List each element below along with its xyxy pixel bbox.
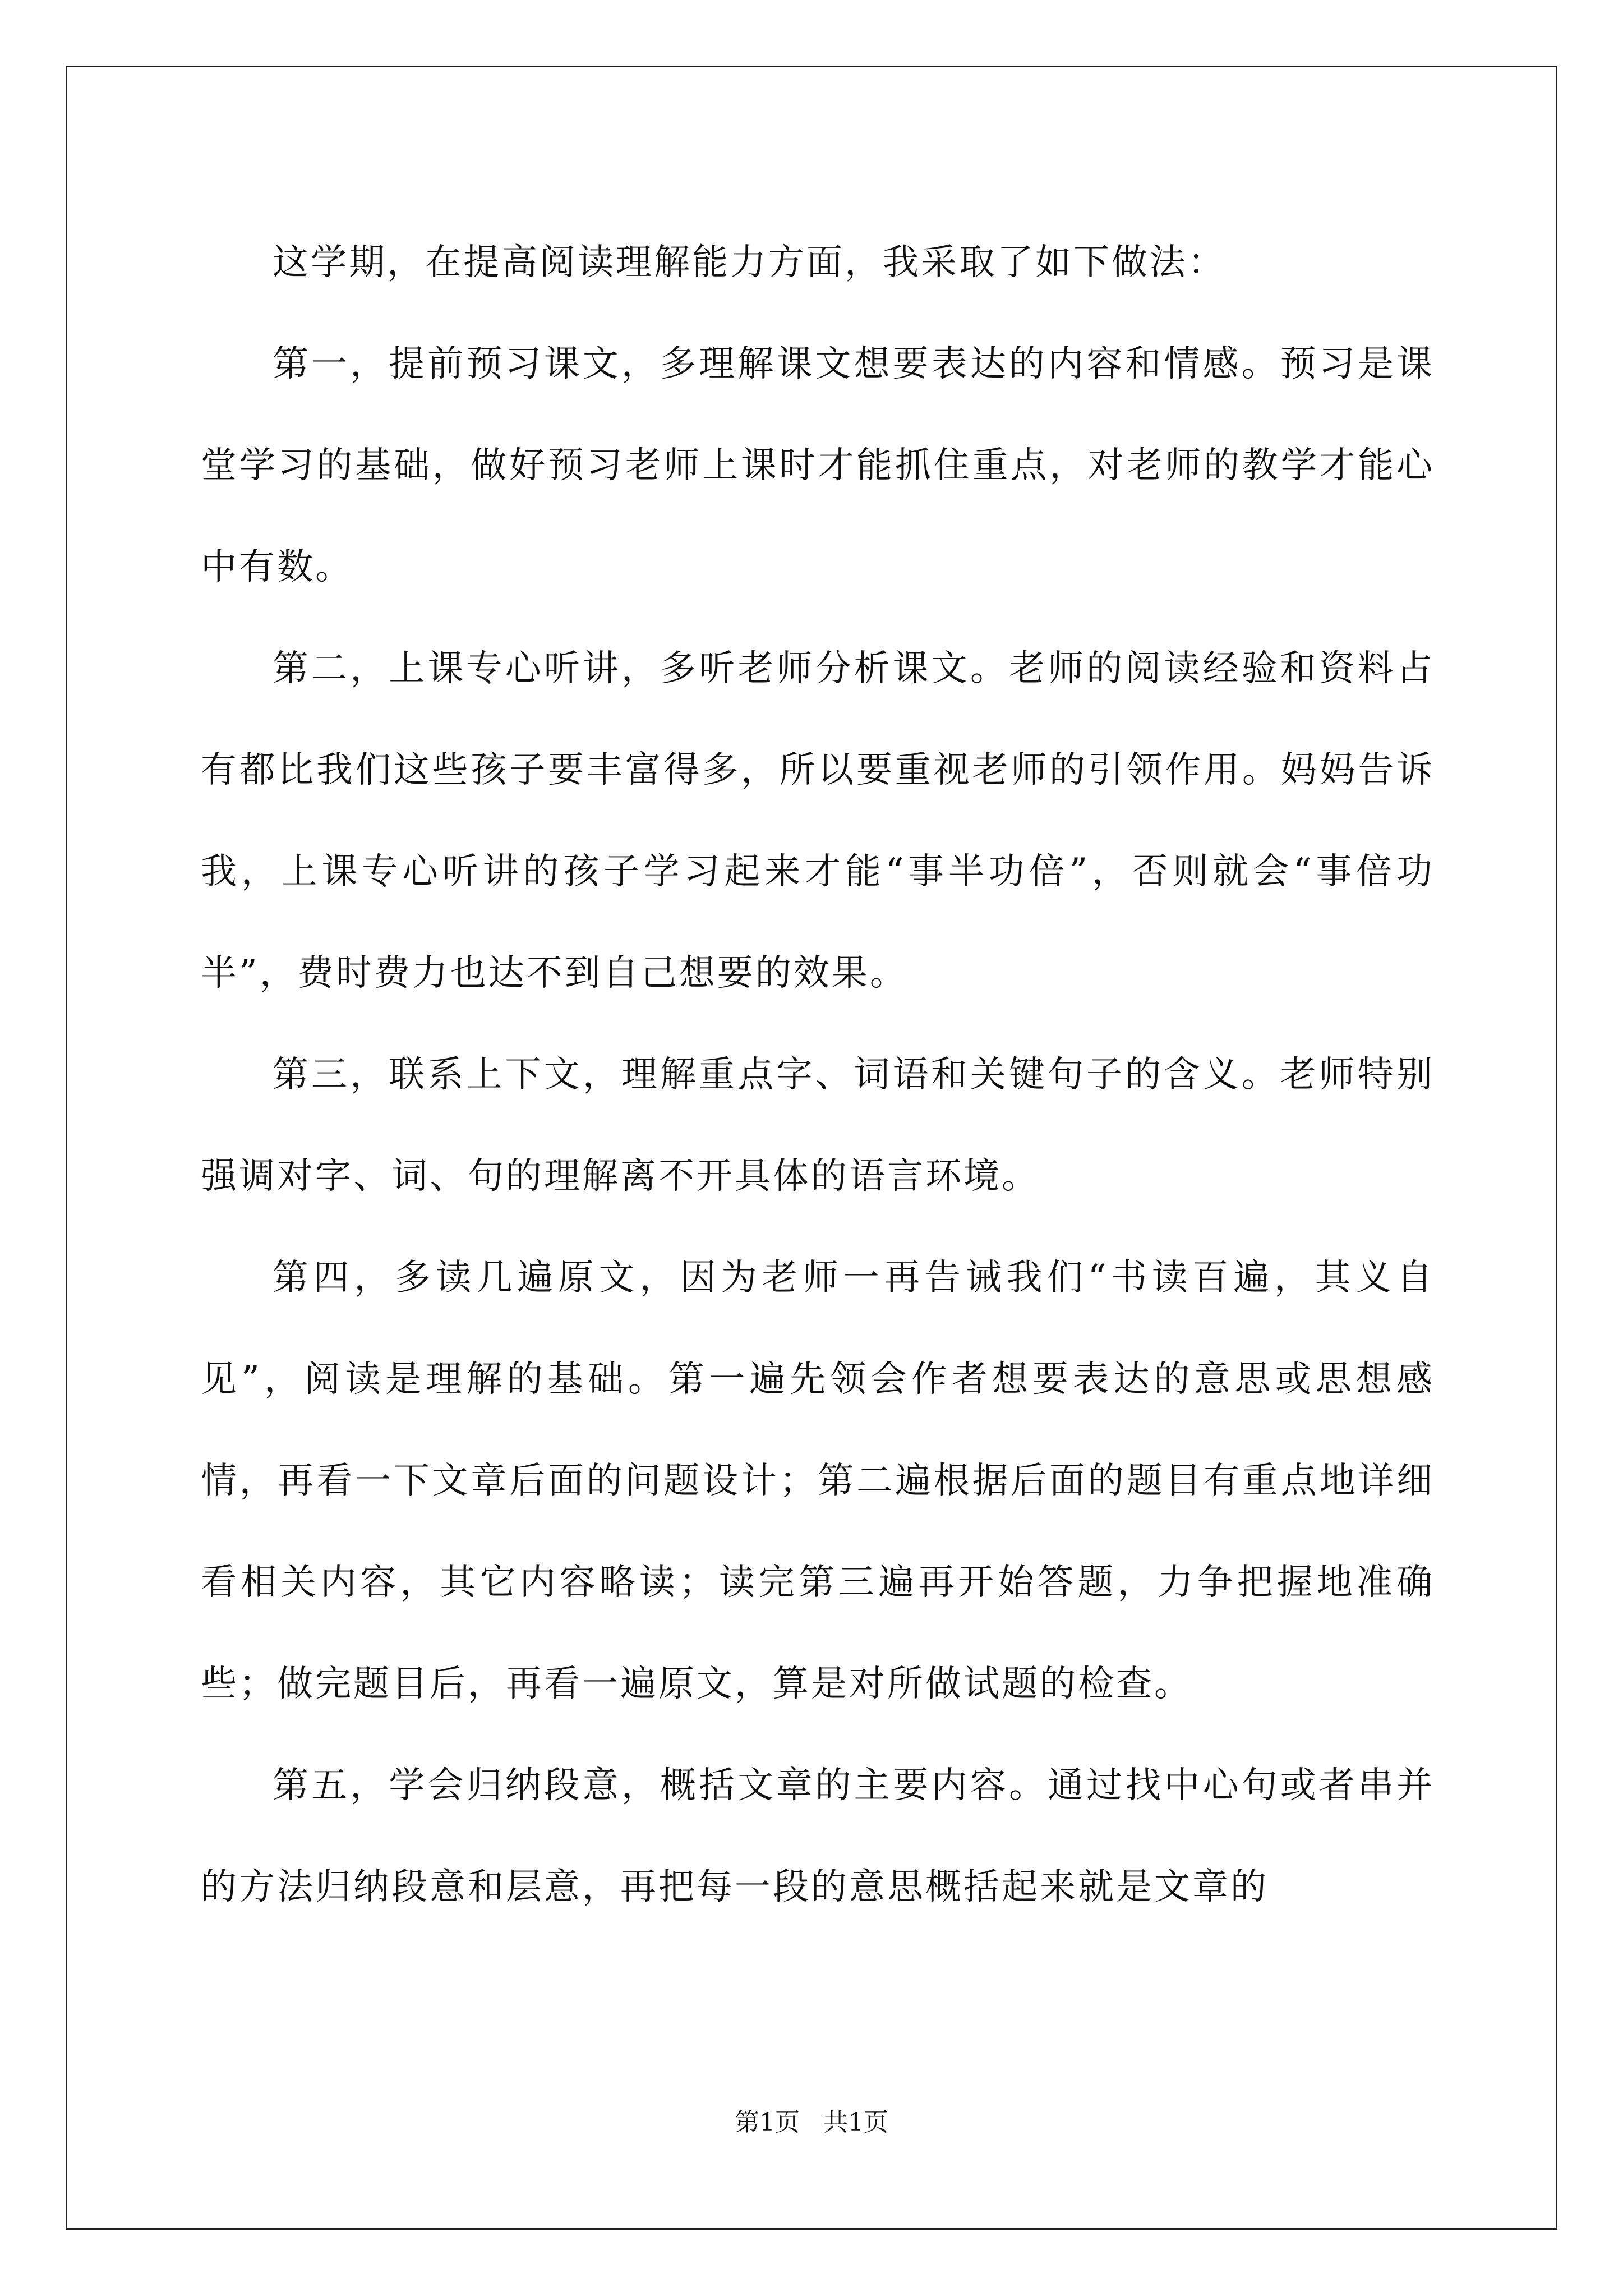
document-body xyxy=(201,212,1435,1938)
paragraph-fifth: 第五，学会归纳段意，概括文章的主要内容。通过找中心句或者串并的方法归纳段意和层意，再把每一段的意思概括起来就是文章的 xyxy=(201,1765,1435,1908)
paragraph-third: 第三，联系上下文，理解重点字、词语和关键句子的含义。老师特别强调对字、词、句的理解离不开具体的语言环境。 xyxy=(201,1054,1435,1197)
page-number-footer: 第1页 共1页 xyxy=(735,2108,888,2137)
paragraph-fourth: 第四，多读几遍原文，因为老师一再告诫我们“书读百遍，其义自见”，阅读是理解的基础。第一遍先领会作者想要表达的意思或思想感情，再看一下文章后面的问题设计；第二遍根据后面的题目有重点地详细看相关内容，其它内容略读；读完第三遍再开始答题，力争把握地准确些；做完题目后，再看一遍原文，算是对所做试题的检查。 xyxy=(201,1257,1435,1705)
paragraph-intro: 这学期，在提高阅读理解能力方面，我采取了如下做法： xyxy=(273,242,1226,283)
paragraph-second: 第二，上课专心听讲，多听老师分析课文。老师的阅读经验和资料占有都比我们这些孩子要丰富得多，所以要重视老师的引领作用。妈妈告诉我，上课专心听讲的孩子学习起来才能“事半功倍”，否则就会“事倍功半”，费时费力也达不到自己想要的效果。 xyxy=(201,648,1435,994)
paragraph-first: 第一，提前预习课文，多理解课文想要表达的内容和情感。预习是课堂学习的基础，做好预习老师上课时才能抓住重点，对老师的教学才能心中有数。 xyxy=(201,343,1435,588)
